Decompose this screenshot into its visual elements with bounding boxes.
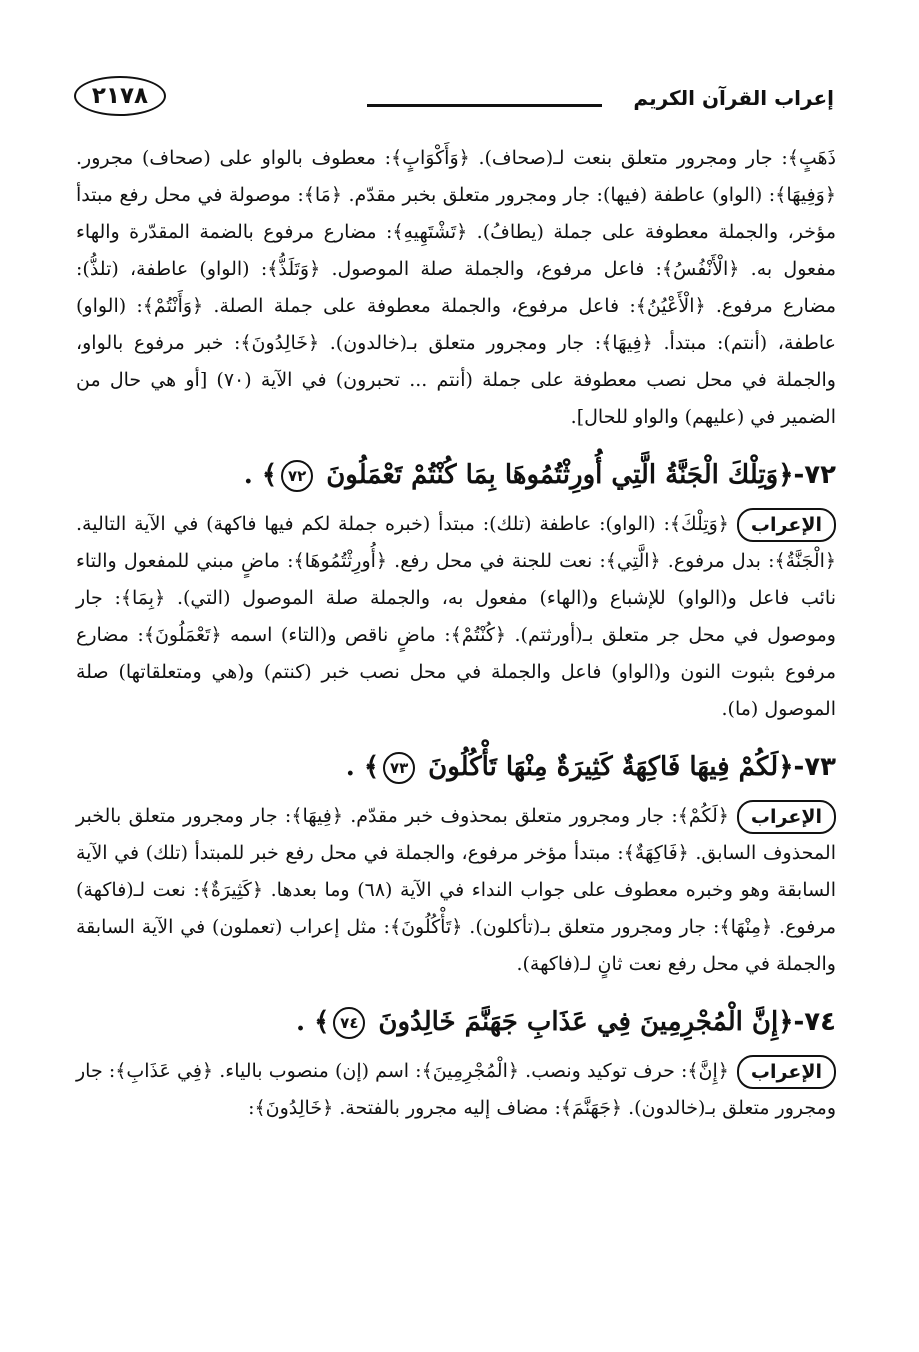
irab-paragraph (76, 506, 836, 728)
irab-paragraph (76, 1053, 836, 1127)
verse-closing: ﴾ . (345, 752, 380, 782)
irab-label-badge: الإعراب (737, 1055, 836, 1089)
ayah-number-marker: ٧٣ (383, 752, 415, 784)
irab-text: ﴿إِنَّ﴾: حرف توكيد ونصب. ﴿الْمُجْرِمِينَ﴾: اسم (إن) منصوب بالياء. ﴿فِي عَذَابِ﴾: جار ومجرور متعلق بـ(خالدون). ﴿جَهَنَّمَ﴾: مضاف إليه مجرور بالفتحة. ﴿خَالِدُونَ﴾: (76, 1060, 836, 1119)
verse-73 (76, 742, 836, 792)
ayah-number-marker: ٧٢ (281, 460, 313, 492)
verse-closing: ﴾ . (295, 1007, 330, 1037)
verse-number: ٧٣- (793, 752, 836, 782)
verse-text: ﴿لَكُمْ فِيهَا فَاكِهَةٌ كَثِيرَةٌ مِنْهَا تَأْكُلُونَ (428, 752, 794, 782)
ayah-number-marker: ٧٤ (333, 1007, 365, 1039)
page-number: ٢١٧٨ (74, 76, 166, 116)
irab-label-badge: الإعراب (737, 800, 836, 834)
book-title: إعراب القرآن الكريم (633, 86, 834, 110)
irab-paragraph (76, 798, 836, 983)
verse-text: ﴿وَتِلْكَ الْجَنَّةُ الَّتِي أُورِثْتُمُوهَا بِمَا كُنْتُمْ تَعْمَلُونَ (326, 460, 794, 490)
verse-number: ٧٤- (793, 1007, 836, 1037)
verse-72 (76, 450, 836, 500)
irab-label-badge: الإعراب (737, 508, 836, 542)
header-rule (367, 104, 602, 107)
verse-number: ٧٢- (793, 460, 836, 490)
irab-text: ﴿لَكُمْ﴾: جار ومجرور متعلق بمحذوف خبر مقدّم. ﴿فِيهَا﴾: جار ومجرور متعلق بالخبر المحذوف السابق. ﴿فَاكِهَةٌ﴾: مبتدأ مؤخر مرفوع، والجملة في محل رفع خبر للمبتدأ (تلك) في الآية السابقة وهو وخبره معطوف على جواب النداء في الآية (٦٨) وما بعدها. ﴿كَثِيرَةٌ﴾: نعت لـ(فاكهة) مرفوع. ﴿مِنْهَا﴾: جار ومجرور متعلق بـ(تأكلون). ﴿تَأْكُلُونَ﴾: مثل إعراب (تعملون) في الآية السابقة والجملة في محل رفع نعت ثانٍ لـ(فاكهة). (76, 805, 836, 975)
page-header (74, 70, 834, 126)
page-content (76, 140, 836, 1139)
verse-closing: ﴾ . (243, 460, 278, 490)
irab-text: ﴿وَتِلْكَ﴾: (الواو): عاطفة (تلك): مبتدأ (خبره جملة لكم فيها فاكهة) في الآية التالية. ﴿الْجَنَّةُ﴾: بدل مرفوع. ﴿الَّتِي﴾: نعت للجنة في محل رفع. ﴿أُورِثْتُمُوهَا﴾: ماضٍ مبني للمفعول والتاء نائب فاعل و(الواو) للإشباع و(الهاء) مفعول به، والجملة صلة الموصول (التي). ﴿بِمَا﴾: جار وموصول في محل جر متعلق بـ(أورثتم). ﴿كُنْتُمْ﴾: ماضٍ ناقص و(التاء) اسمه ﴿تَعْمَلُونَ﴾: مضارع مرفوع بثبوت النون و(الواو) فاعل والجملة في محل نصب خبر (كنتم) و(هي ومتعلقاتها) صلة الموصول (ما). (76, 513, 836, 720)
verse-74 (76, 997, 836, 1047)
intro-paragraph: ذَهَبٍ﴾: جار ومجرور متعلق بنعت لـ(صحاف). ﴿وَأَكْوَابٍ﴾: معطوف بالواو على (صحاف) مجرور. ﴿وَفِيهَا﴾: (الواو) عاطفة (فيها): جار ومجرور متعلق بخبر مقدّم. ﴿مَا﴾: موصولة في محل رفع مبتدأ مؤخر، والجملة معطوفة على جملة (يطافُ). ﴿تَشْتَهِيهِ﴾: مضارع مرفوع بالضمة المقدّرة والهاء مفعول به. ﴿الْأَنْفُسُ﴾: فاعل مرفوع، والجملة صلة الموصول. ﴿وَتَلَذُّ﴾: (الواو) عاطفة، (تلذُّ): مضارع مرفوع. ﴿الْأَعْيُنُ﴾: فاعل مرفوع، والجملة معطوفة على جملة الصلة. ﴿وَأَنْتُمْ﴾: (الواو) عاطفة، (أنتم): مبتدأ. ﴿فِيهَا﴾: جار ومجرور متعلق بـ(خالدون). ﴿خَالِدُونَ﴾: خبر مرفوع بالواو، والجملة في محل نصب معطوفة على جملة (أنتم ... تحبرون) في الآية (٧٠) [أو هي حال من الضمير في (عليهم) والواو للحال]. (76, 147, 836, 428)
verse-text: ﴿إِنَّ الْمُجْرِمِينَ فِي عَذَابِ جَهَنَّمَ خَالِدُونَ (378, 1007, 794, 1037)
